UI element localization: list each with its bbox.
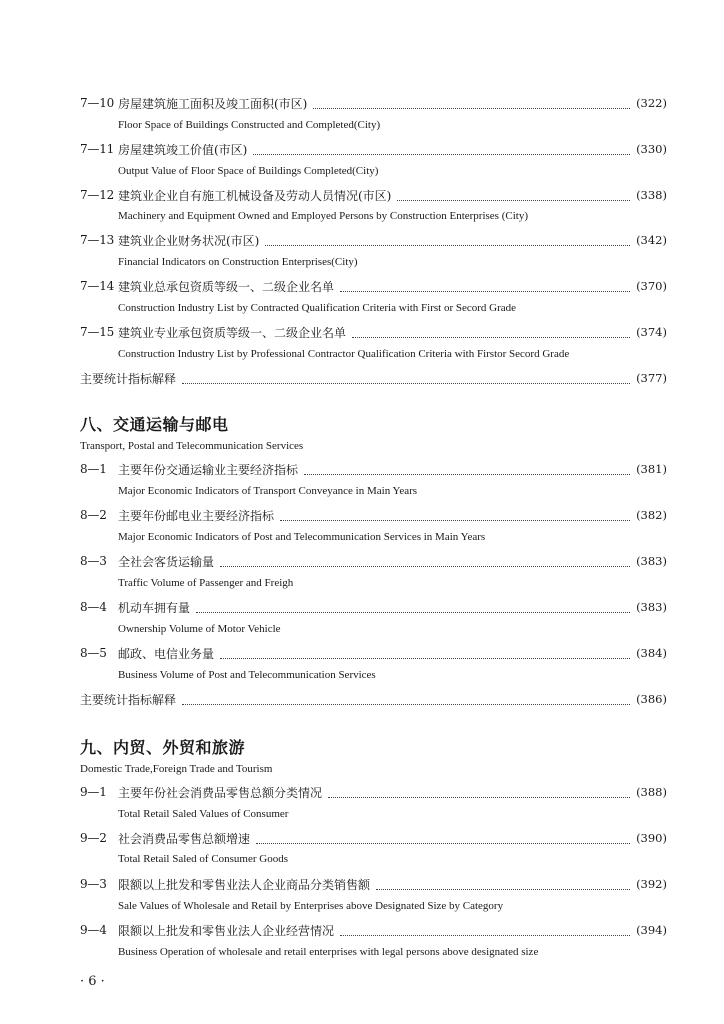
entry-number: 8—3	[80, 554, 107, 568]
leader-dots	[220, 554, 630, 567]
leader-dots	[328, 785, 630, 798]
toc-entry[interactable]	[80, 322, 667, 342]
entry-page: (342)	[636, 233, 667, 247]
leader-dots	[253, 142, 630, 155]
entry-title-en: Construction Industry List by Professional Contractor Qualification Criteria with Firstor Secord Grade	[118, 348, 570, 360]
section-heading-en: Transport, Postal and Telecommunication Services	[80, 440, 304, 452]
entry-page: (330)	[636, 142, 667, 156]
entry-page: (381)	[636, 462, 667, 476]
entry-title-en: Output Value of Floor Space of Buildings Completed(City)	[118, 165, 379, 177]
leader-dots	[256, 831, 630, 844]
leader-dots	[376, 877, 630, 890]
leader-dots	[265, 233, 630, 246]
leader-dots	[340, 923, 630, 936]
leader-dots	[182, 371, 630, 384]
leader-dots	[397, 188, 630, 201]
toc-entry[interactable]	[80, 230, 667, 250]
entry-title-zh: 主要年份邮电业主要经济指标	[118, 508, 275, 523]
entry-title-en: Total Retail Saled of Consumer Goods	[118, 853, 289, 865]
toc-explain-entry[interactable]	[80, 368, 667, 388]
entry-number: 9—2	[80, 831, 107, 845]
section-heading-zh: 九、内贸、外贸和旅游	[80, 738, 246, 757]
entry-page: (370)	[636, 279, 667, 293]
toc-entry[interactable]	[80, 276, 667, 296]
entry-number: 7—11	[80, 142, 115, 156]
entry-number: 9—3	[80, 877, 107, 891]
entry-title-en: Construction Industry List by Contracted Qualification Criteria with First or Secord Grade	[118, 302, 517, 314]
entry-page: (374)	[636, 325, 667, 339]
entry-page: (338)	[636, 188, 667, 202]
entry-number: 9—4	[80, 923, 107, 937]
leader-dots	[340, 279, 630, 292]
entry-title-en: Business Volume of Post and Telecommunication Services	[118, 669, 376, 681]
toc-entry[interactable]	[80, 643, 667, 663]
entry-title-en: Floor Space of Buildings Constructed and Completed(City)	[118, 119, 381, 131]
entry-title-zh: 主要统计指标解释	[80, 371, 177, 386]
section-heading-en: Domestic Trade,Foreign Trade and Tourism	[80, 763, 273, 775]
entry-title-en: Ownership Volume of Motor Vehicle	[118, 623, 281, 635]
entry-number: 7—12	[80, 188, 115, 202]
entry-title-en: Machinery and Equipment Owned and Employed Persons by Construction Enterprises (City)	[118, 210, 528, 222]
leader-dots	[304, 462, 630, 475]
entry-number: 9—1	[80, 785, 107, 799]
toc-entry[interactable]	[80, 505, 667, 525]
toc-entry[interactable]	[80, 185, 667, 205]
entry-title-zh: 社会消费品零售总额增速	[118, 831, 251, 846]
toc-entry[interactable]	[80, 139, 667, 159]
entry-number: 8—2	[80, 508, 107, 522]
entry-title-zh: 房屋建筑竣工价值(市区)	[118, 142, 248, 157]
toc-entry[interactable]	[80, 597, 667, 617]
entry-page: (322)	[636, 96, 667, 110]
entry-title-en: Business Operation of wholesale and retail enterprises with legal persons above designated size	[118, 946, 539, 958]
entry-title-zh: 建筑业总承包资质等级一、二级企业名单	[118, 279, 335, 294]
leader-dots	[182, 692, 630, 705]
entry-title-zh: 限额以上批发和零售业法人企业经营情况	[118, 923, 335, 938]
entry-title-zh: 房屋建筑施工面积及竣工面积(市区)	[118, 96, 308, 111]
entry-title-zh: 邮政、电信业务量	[118, 646, 215, 661]
toc-explain-entry[interactable]	[80, 689, 667, 709]
entry-title-zh: 机动车拥有量	[118, 600, 191, 615]
entry-title-zh: 主要统计指标解释	[80, 692, 177, 707]
entry-page: (386)	[636, 692, 667, 706]
entry-title-en: Traffic Volume of Passenger and Freigh	[118, 577, 294, 589]
leader-dots	[352, 325, 630, 338]
entry-number: 7—15	[80, 325, 115, 339]
section-heading-zh: 八、交通运输与邮电	[80, 415, 229, 434]
entry-number: 7—10	[80, 96, 115, 110]
toc-entry[interactable]	[80, 828, 667, 848]
entry-page: (383)	[636, 600, 667, 614]
entry-title-zh: 限额以上批发和零售业法人企业商品分类销售额	[118, 877, 371, 892]
entry-page: (384)	[636, 646, 667, 660]
entry-number: 7—13	[80, 233, 115, 247]
entry-title-en: Sale Values of Wholesale and Retail by Enterprises above Designated Size by Category	[118, 900, 504, 912]
entry-number: 8—5	[80, 646, 107, 660]
leader-dots	[280, 508, 630, 521]
toc-entry[interactable]	[80, 93, 667, 113]
entry-page: (377)	[636, 371, 667, 385]
toc-entry[interactable]	[80, 920, 667, 940]
entry-page: (388)	[636, 785, 667, 799]
entry-title-zh: 建筑业企业财务状况(市区)	[118, 233, 260, 248]
entry-page: (394)	[636, 923, 667, 937]
entry-page: (390)	[636, 831, 667, 845]
entry-page: (382)	[636, 508, 667, 522]
leader-dots	[313, 96, 630, 109]
entry-title-en: Total Retail Saled Values of Consumer	[118, 808, 289, 820]
entry-title-zh: 全社会客货运输量	[118, 554, 215, 569]
entry-title-en: Financial Indicators on Construction Enterprises(City)	[118, 256, 358, 268]
toc-entry[interactable]	[80, 551, 667, 571]
entry-title-zh: 主要年份社会消费品零售总额分类情况	[118, 785, 323, 800]
leader-dots	[220, 646, 630, 659]
entry-title-en: Major Economic Indicators of Transport Conveyance in Main Years	[118, 485, 418, 497]
entry-page: (383)	[636, 554, 667, 568]
leader-dots	[196, 600, 630, 613]
entry-number: 8—1	[80, 462, 107, 476]
toc-entry[interactable]	[80, 459, 667, 479]
entry-number: 7—14	[80, 279, 115, 293]
toc-entry[interactable]	[80, 782, 667, 802]
page-number: · 6 ·	[80, 974, 105, 989]
entry-number: 8—4	[80, 600, 107, 614]
entry-title-zh: 建筑业企业自有施工机械设备及劳动人员情况(市区)	[118, 188, 392, 203]
entry-title-en: Major Economic Indicators of Post and Telecommunication Services in Main Years	[118, 531, 486, 543]
entry-page: (392)	[636, 877, 667, 891]
toc-entry[interactable]	[80, 874, 667, 894]
entry-title-zh: 建筑业专业承包资质等级一、二级企业名单	[118, 325, 347, 340]
entry-title-zh: 主要年份交通运输业主要经济指标	[118, 462, 299, 477]
